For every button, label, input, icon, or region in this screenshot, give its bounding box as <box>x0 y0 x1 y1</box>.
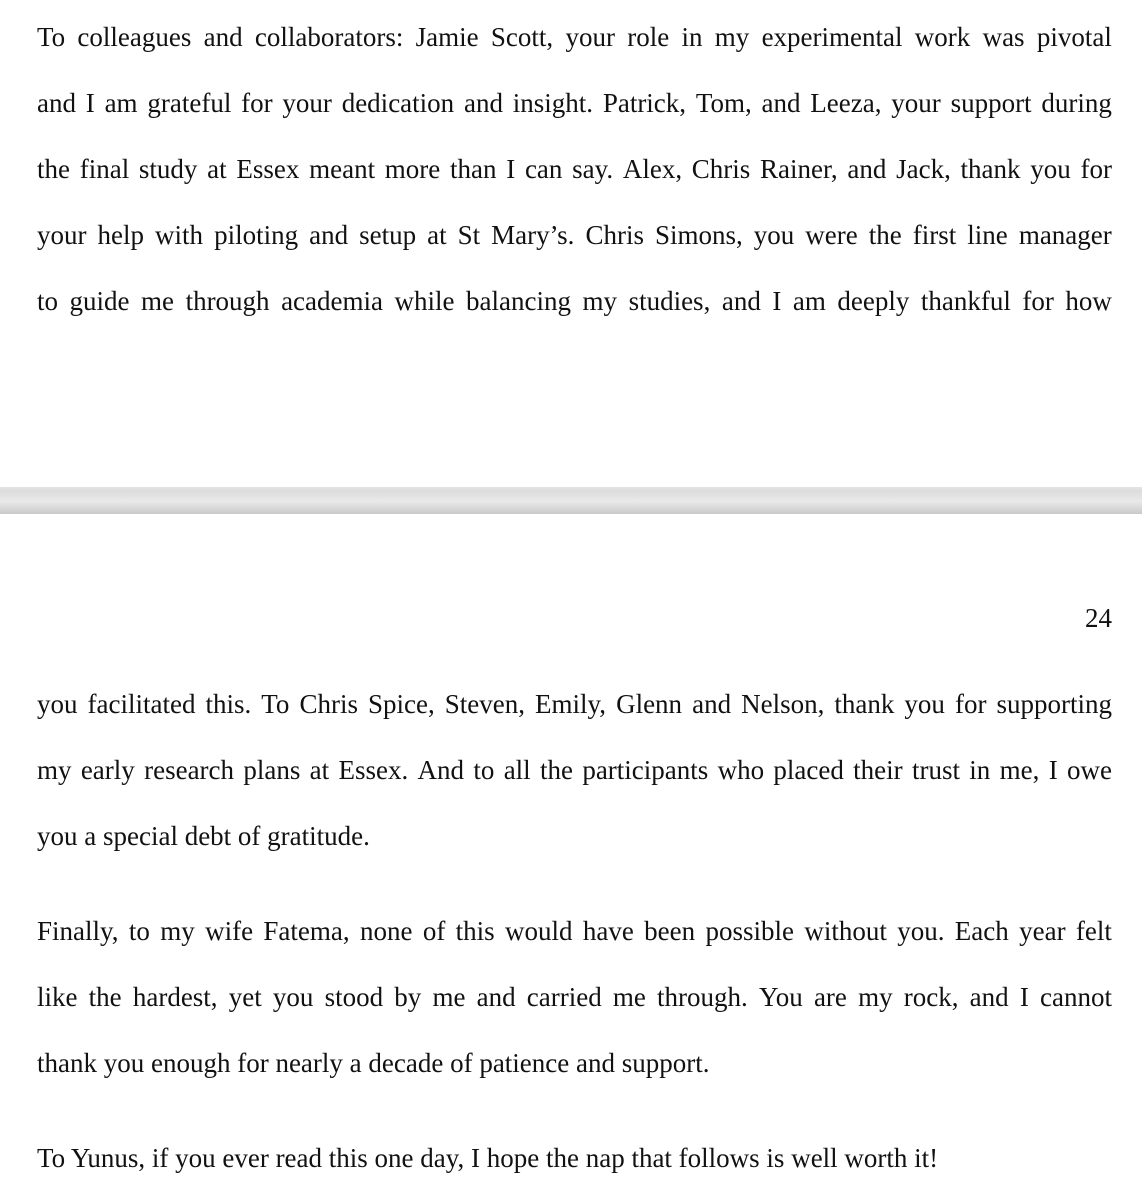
word: you <box>753 220 795 250</box>
word: early <box>80 755 135 785</box>
word: I <box>772 286 782 316</box>
word: with <box>155 220 204 250</box>
word: your <box>37 220 87 250</box>
word: by <box>394 982 422 1012</box>
body-line <box>37 980 1112 1014</box>
word: To <box>261 689 290 719</box>
word: final <box>79 154 130 184</box>
word: Fatema, <box>263 916 350 946</box>
word: who <box>717 755 765 785</box>
word: setup <box>359 220 417 250</box>
word: my <box>858 982 893 1012</box>
word: my <box>37 755 72 785</box>
word: Patrick, <box>602 88 687 118</box>
word: Jamie <box>415 22 479 52</box>
word: at <box>309 755 330 785</box>
word: manager <box>1018 220 1112 250</box>
word: Glenn <box>616 689 683 719</box>
word: Chris <box>299 689 358 719</box>
word: I <box>1019 982 1029 1012</box>
word: like <box>37 982 78 1012</box>
word: are <box>813 982 847 1012</box>
word: the <box>37 154 70 184</box>
word: say. <box>572 154 614 184</box>
page-number: 24 <box>1085 603 1112 633</box>
word: Chris <box>585 220 644 250</box>
word: guide <box>69 286 130 316</box>
body-line <box>37 753 1112 787</box>
word: Chris <box>691 154 751 184</box>
word: through. <box>657 982 748 1012</box>
word: year <box>1019 916 1066 946</box>
word: experimental <box>761 22 903 52</box>
word: supporting <box>996 689 1112 719</box>
word: research <box>144 755 235 785</box>
word: possible <box>705 916 794 946</box>
word: this <box>455 916 495 946</box>
word: thank <box>834 689 895 719</box>
word: am <box>104 88 138 118</box>
word: in <box>969 755 991 785</box>
word: Rainer, <box>760 154 838 184</box>
body-line: thank you enough for nearly a decade of patience and support. <box>37 1048 710 1078</box>
word: you <box>272 982 314 1012</box>
body-line <box>37 914 1112 948</box>
word: to <box>473 755 495 785</box>
word: Alex, <box>622 154 683 184</box>
document-page-bottom <box>0 514 1142 1200</box>
body-line <box>37 152 1112 186</box>
word: Leeza, <box>810 88 882 118</box>
word: and <box>37 88 76 118</box>
word: for <box>1080 154 1112 184</box>
word: studies, <box>628 286 711 316</box>
body-line <box>37 284 1112 318</box>
body-line <box>37 86 1112 120</box>
word: Scott, <box>490 22 554 52</box>
word: participants <box>582 755 709 785</box>
word: and <box>476 982 516 1012</box>
word: Steven, <box>444 689 526 719</box>
word: at <box>207 154 227 184</box>
word: this. <box>205 689 252 719</box>
word: would <box>505 916 573 946</box>
word: line <box>967 220 1008 250</box>
word: you <box>1030 154 1071 184</box>
word: me <box>432 982 466 1012</box>
page-break-divider <box>0 487 1142 514</box>
document-page-top <box>0 0 1142 487</box>
word: collaborators: <box>254 22 404 52</box>
word: stood <box>324 982 384 1012</box>
word: you <box>904 689 945 719</box>
word: I <box>506 154 516 184</box>
word: and <box>463 88 503 118</box>
word: been <box>644 916 696 946</box>
word: Each <box>954 916 1009 946</box>
word: my <box>160 916 195 946</box>
word: and <box>692 689 732 719</box>
word: Jack, <box>896 154 951 184</box>
word: role <box>627 22 670 52</box>
word: rock, <box>903 982 959 1012</box>
word: through <box>185 286 270 316</box>
word: and <box>203 22 243 52</box>
word: Essex. <box>338 755 409 785</box>
body-line: you a special debt of gratitude. <box>37 821 370 851</box>
word: I <box>1048 755 1058 785</box>
word: Nelson, <box>741 689 825 719</box>
word: you <box>37 689 78 719</box>
word: thankful <box>920 286 1011 316</box>
word: academia <box>281 286 384 316</box>
body-line <box>37 687 1112 721</box>
word: your <box>565 22 615 52</box>
word: Simons, <box>654 220 743 250</box>
word: to <box>128 916 150 946</box>
word: I <box>85 88 95 118</box>
word: of <box>422 916 446 946</box>
word: St <box>457 220 481 250</box>
word: your <box>891 88 941 118</box>
word: cannot <box>1040 982 1112 1012</box>
word: can <box>524 154 563 184</box>
word: work <box>914 22 971 52</box>
word: Mary’s. <box>491 220 575 250</box>
word: deeply <box>837 286 910 316</box>
word: study <box>138 154 198 184</box>
word: first <box>912 220 957 250</box>
word: me <box>612 982 646 1012</box>
word: their <box>853 755 903 785</box>
word: and <box>969 982 1009 1012</box>
word: more <box>384 154 441 184</box>
word: during <box>1041 88 1112 118</box>
word: felt <box>1075 916 1112 946</box>
body-line <box>37 20 1112 54</box>
word: while <box>394 286 455 316</box>
word: to <box>37 286 59 316</box>
word: Tom, <box>695 88 752 118</box>
word: the <box>88 982 122 1012</box>
word: Spice, <box>367 689 435 719</box>
word: my <box>714 22 750 52</box>
word: me, <box>999 755 1040 785</box>
word: was <box>982 22 1025 52</box>
word: plans <box>243 755 301 785</box>
word: balancing <box>466 286 572 316</box>
word: and <box>721 286 761 316</box>
word: my <box>582 286 618 316</box>
word: how <box>1065 286 1112 316</box>
word: And <box>417 755 465 785</box>
word: help <box>97 220 145 250</box>
word: trust <box>911 755 960 785</box>
word: owe <box>1067 755 1112 785</box>
word: Emily, <box>535 689 607 719</box>
word: you. <box>897 916 945 946</box>
word: am <box>792 286 826 316</box>
word: facilitated <box>87 689 196 719</box>
word: me <box>141 286 175 316</box>
word: the <box>868 220 902 250</box>
word: thank <box>960 154 1021 184</box>
word: all <box>503 755 531 785</box>
word: for <box>1022 286 1054 316</box>
body-line <box>37 218 1112 252</box>
word: wife <box>205 916 254 946</box>
word: placed <box>773 755 844 785</box>
word: were <box>805 220 858 250</box>
word: dedication <box>341 88 455 118</box>
word: none <box>359 916 413 946</box>
word: To <box>37 22 66 52</box>
word: pivotal <box>1036 22 1112 52</box>
word: for <box>954 689 987 719</box>
word: than <box>450 154 497 184</box>
word: yet <box>228 982 262 1012</box>
word: insight. <box>512 88 594 118</box>
word: and <box>761 88 801 118</box>
word: Finally, <box>37 916 119 946</box>
word: for <box>241 88 273 118</box>
word: in <box>681 22 703 52</box>
word: carried <box>526 982 602 1012</box>
word: at <box>427 220 447 250</box>
word: piloting <box>214 220 299 250</box>
word: without <box>804 916 887 946</box>
word: grateful <box>147 88 232 118</box>
word: have <box>582 916 634 946</box>
word: the <box>540 755 573 785</box>
word: and <box>309 220 349 250</box>
word: your <box>282 88 332 118</box>
word: support <box>950 88 1032 118</box>
word: and <box>847 154 887 184</box>
word: meant <box>309 154 376 184</box>
word: hardest, <box>132 982 218 1012</box>
body-line: To Yunus, if you ever read this one day, I hope the nap that follows is well worth it! <box>37 1143 939 1173</box>
word: You <box>758 982 803 1012</box>
word: colleagues <box>77 22 192 52</box>
word: Essex <box>236 154 300 184</box>
